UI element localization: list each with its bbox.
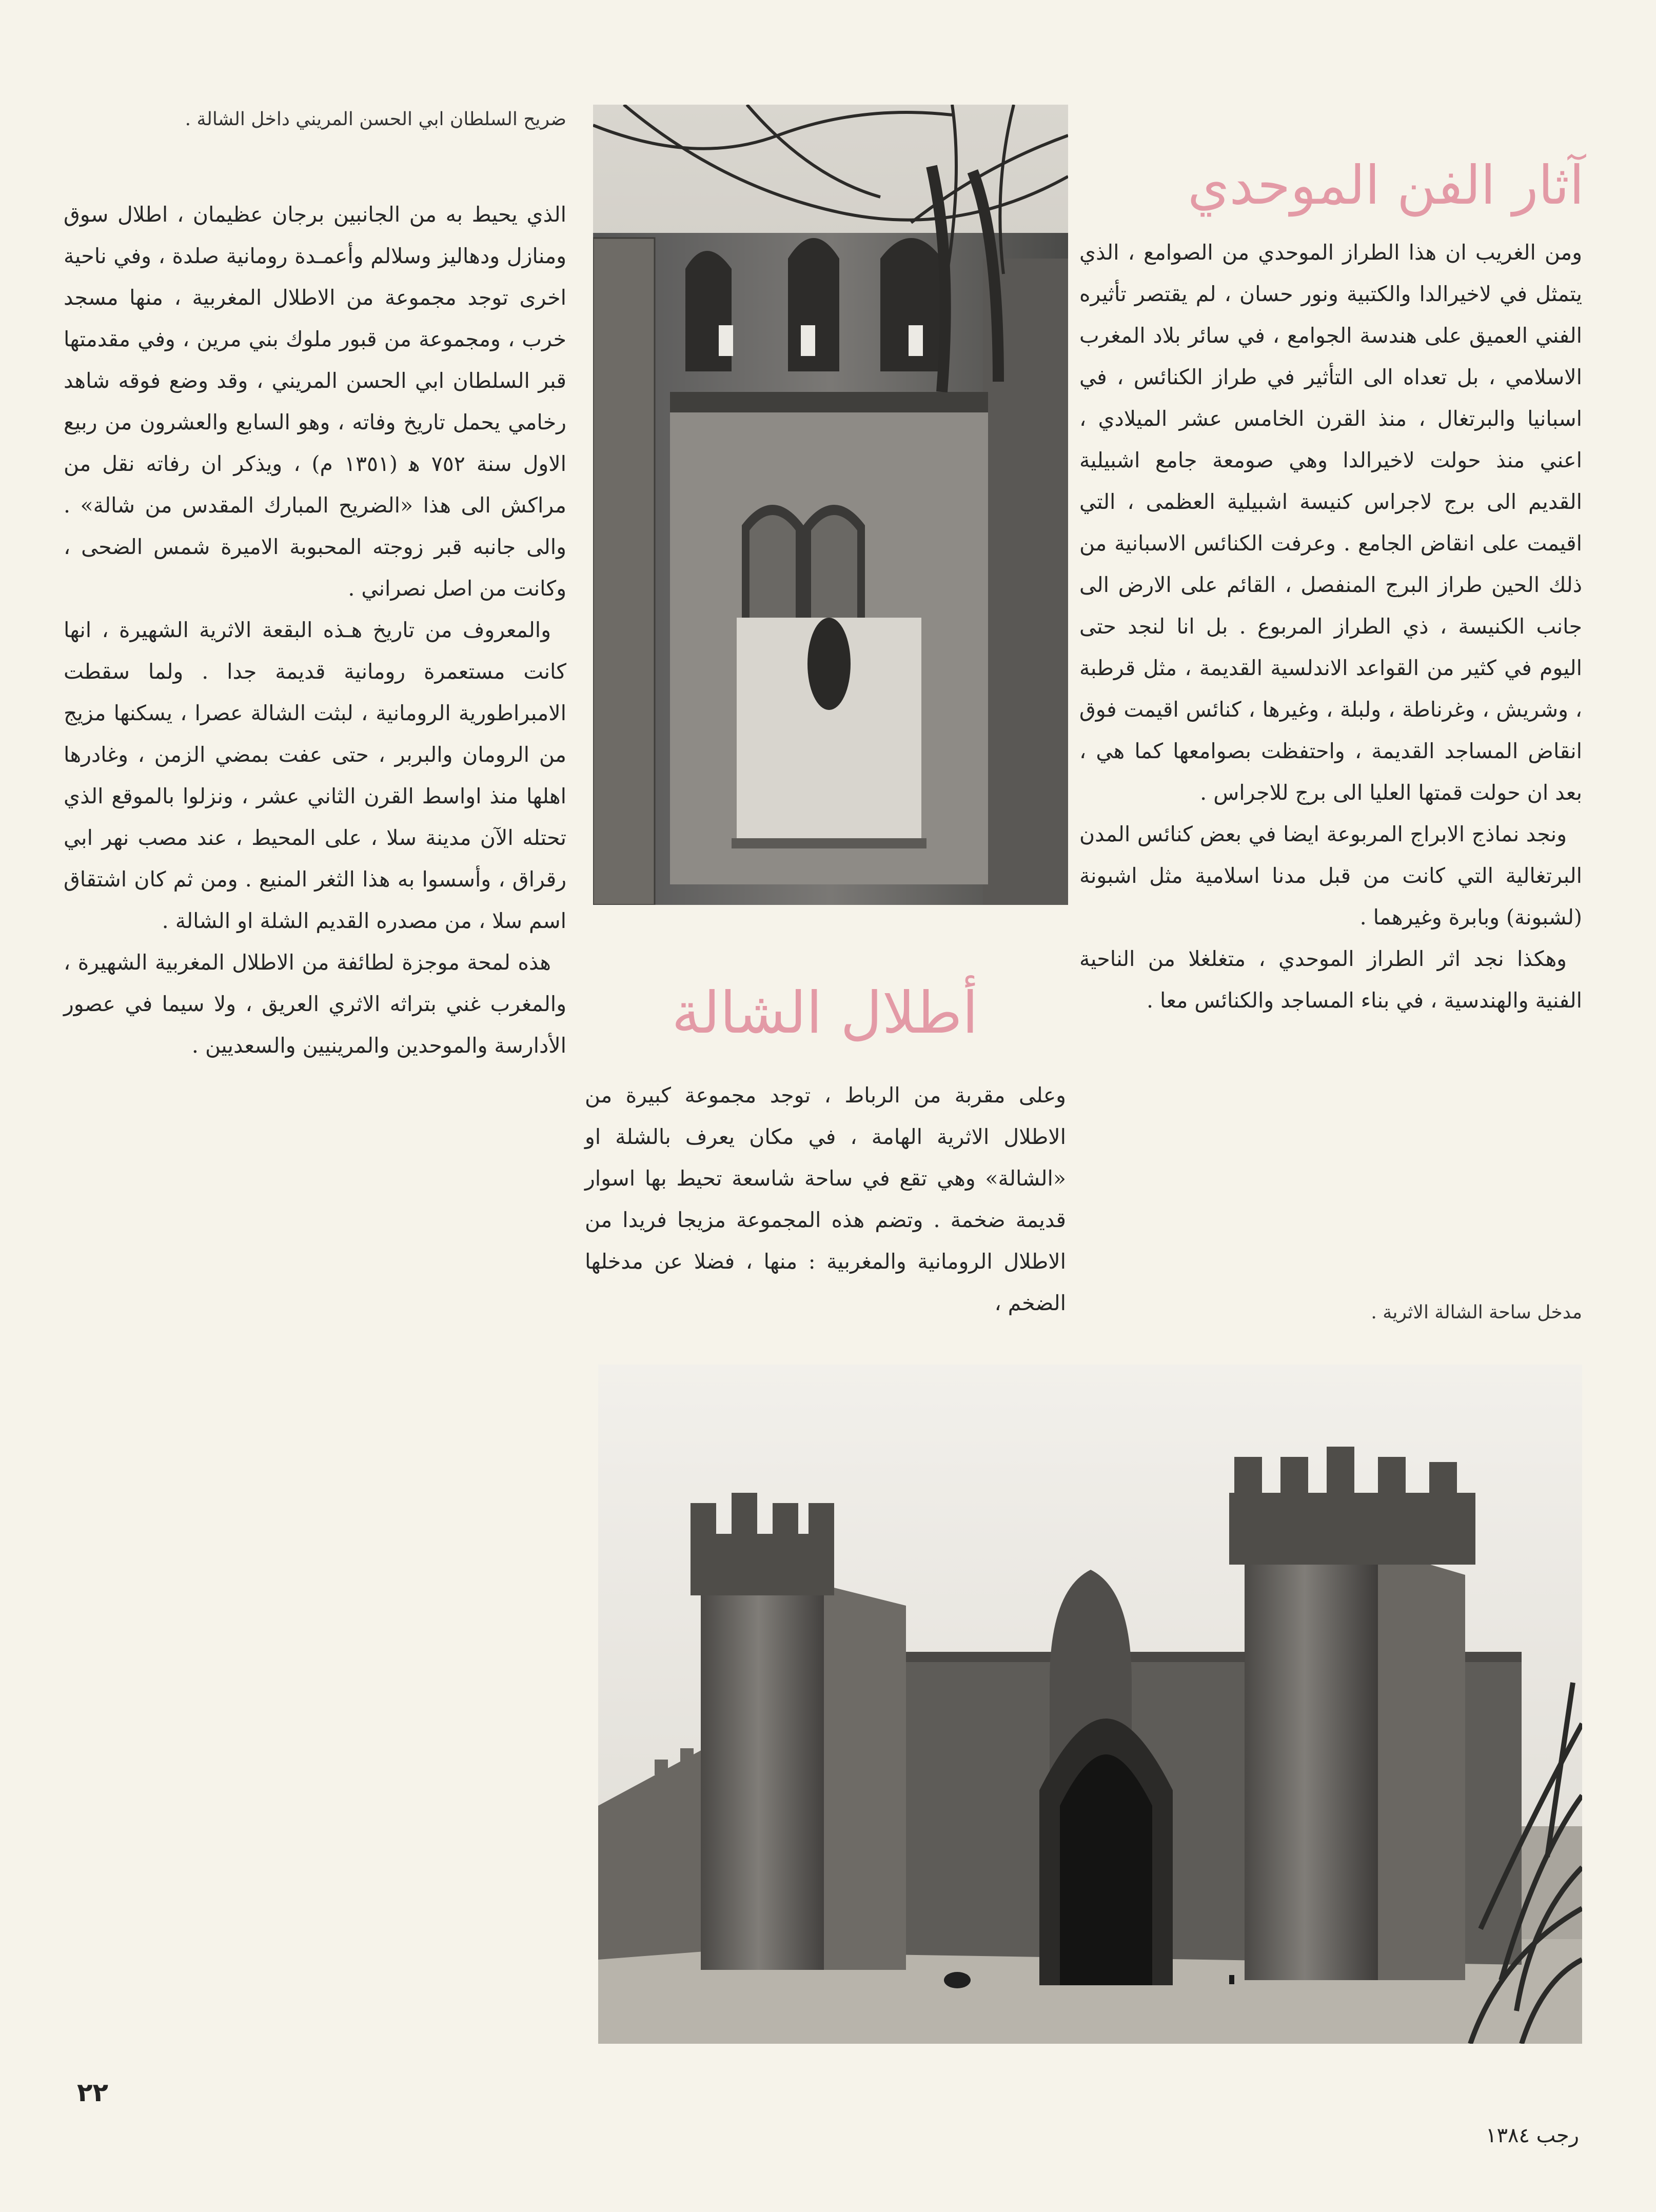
column-middle — [585, 1075, 1066, 1324]
paragraph-closing: هذه لمحة موجزة لطائفة من الاطلال المغربية الشهيرة ، والمغرب غني بتراثه الاثري العريق ، ولا سيما في عصور الأدارسة والموحدين والمرينيين والسعديين . — [64, 950, 566, 1058]
paragraph-chellah-tombs: الذي يحيط به من الجانبين برجان عظيمان ، اطلال سوق ومنازل ودهاليز وسلالم وأعمـدة رومانية صلدة ، وفي ناحية اخرى توجد مجموعة من الاطلال المغربية ، منها مسجد خرب ، ومجموعة من قبور ملوك بني مرين ، وفي مقدمتها قبر السلطان ابي الحسن المريني ، وقد وضع فوقه شاهد رخامي يحمل تاريخ وفاته ، وهو السابع والعشرون من ربيع الاول سنة ٧٥٢ ﻫ (١٣٥١ م) ، ويذكر ان رفاته نقل من مراكش الى هذا «الضريح المبارك المقدس من شالة» . والى جانبه قبر زوجته المحبوبة الاميرة شمس الضحى ، وكانت من اصل نصراني . — [64, 202, 567, 601]
issue-date: رجب ١٣٨٤ — [1486, 2124, 1579, 2147]
paragraph-almohad-influence: ومن الغريب ان هذا الطراز الموحدي من الصوامع ، الذي يتمثل في لاخيرالدا والكتبية ونور حسان ، لم يقتصر تأثيره الفني العميق على هندسة الجوامع ، في سائر بلاد المغرب الاسلامي ، بل تعداه الى التأثير في طراز الكنائس ، في اسبانيا والبرتغال ، منذ القرن الخامس عشر الميلادي ، اعني منذ حولت لاخيرالدا وهي صومعة جامع اشبيلية القديم الى برج لاجراس كنيسة اشبيلية العظمى ، التي اقيمت على انقاض الجامع . وعرفت الكنائس الاسبانية من ذلك الحين طراز البرج المنفصل ، القائم على الارض الى جانب الكنيسة ، ذي الطراز المربوع . بل انا لنجد حتى اليوم في كثير من القواعد الاندلسية القديمة ، مثل قرطبة ، وشريش ، وغرناطة ، ولبلة ، وغيرها ، كنائس اقيمت فوق انقاض المساجد القديمة ، واحتفظت بصوامعها كما هي ، بعد ان حولت قمتها العليا الى برج للاجراس . — [1079, 240, 1582, 805]
tomb-photo — [593, 105, 1068, 905]
chellah-entrance-photo — [598, 1365, 1582, 2044]
heading-almohad-art: آثار الفن الموحدي — [1188, 154, 1584, 216]
paragraph-almohad-conclusion: وهكذا نجد اثر الطراز الموحدي ، متغلغلا من الناحية الفنية والهندسية ، في بناء المساجد والكنائس معا . — [1079, 946, 1582, 1013]
column-right — [1079, 232, 1582, 1021]
column-left — [64, 194, 566, 1066]
page-number: ٢٢ — [77, 2078, 109, 2107]
heading-chellah-ruins: أطلال الشالة — [672, 980, 978, 1046]
paragraph-square-towers: ونجد نماذج الابراج المربوعة ايضا في بعض كنائس المدن البرتغالية التي كانت من قبل مدنا اسلامية مثل اشبونة (لشبونة) وبابرة وغيرهما . — [1079, 822, 1582, 930]
tomb-photo-caption: ضريح السلطان ابي الحسن المريني داخل الشالة . — [185, 109, 566, 130]
entrance-photo-caption: مدخل ساحة الشالة الاثرية . — [1371, 1302, 1582, 1323]
paragraph-chellah-history: والمعروف من تاريخ هـذه البقعة الاثرية الشهيرة ، انها كانت مستعمرة رومانية قديمة جدا . ولما سقطت الامبراطورية الرومانية ، لبثت الشالة عصرا ، يسكنها مزيج من الرومان والبربر ، حتى عفت بمضي الزمن ، وغادرها اهلها منذ اواسط القرن الثاني عشر ، ونزلوا بالموقع الذي تحتله الآن مدينة سلا ، على المحيط ، عند مصب نهر ابي رقراق ، وأسسوا به هذا الثغر المنيع . ومن ثم كان اشتقاق اسم سلا ، من مصدره القديم الشلة او الشالة . — [64, 618, 566, 933]
paragraph-chellah-intro: وعلى مقربة من الرباط ، توجد مجموعة كبيرة من الاطلال الاثرية الهامة ، في مكان يعرف بالشلة او «الشالة» وهي تقع في ساحة شاسعة تحيط بها اسوار قديمة ضخمة . وتضم هذه المجموعة مزيجا فريدا من الاطلال الرومانية والمغربية : منها ، فضلا عن مدخلها الضخم ، — [585, 1083, 1066, 1315]
